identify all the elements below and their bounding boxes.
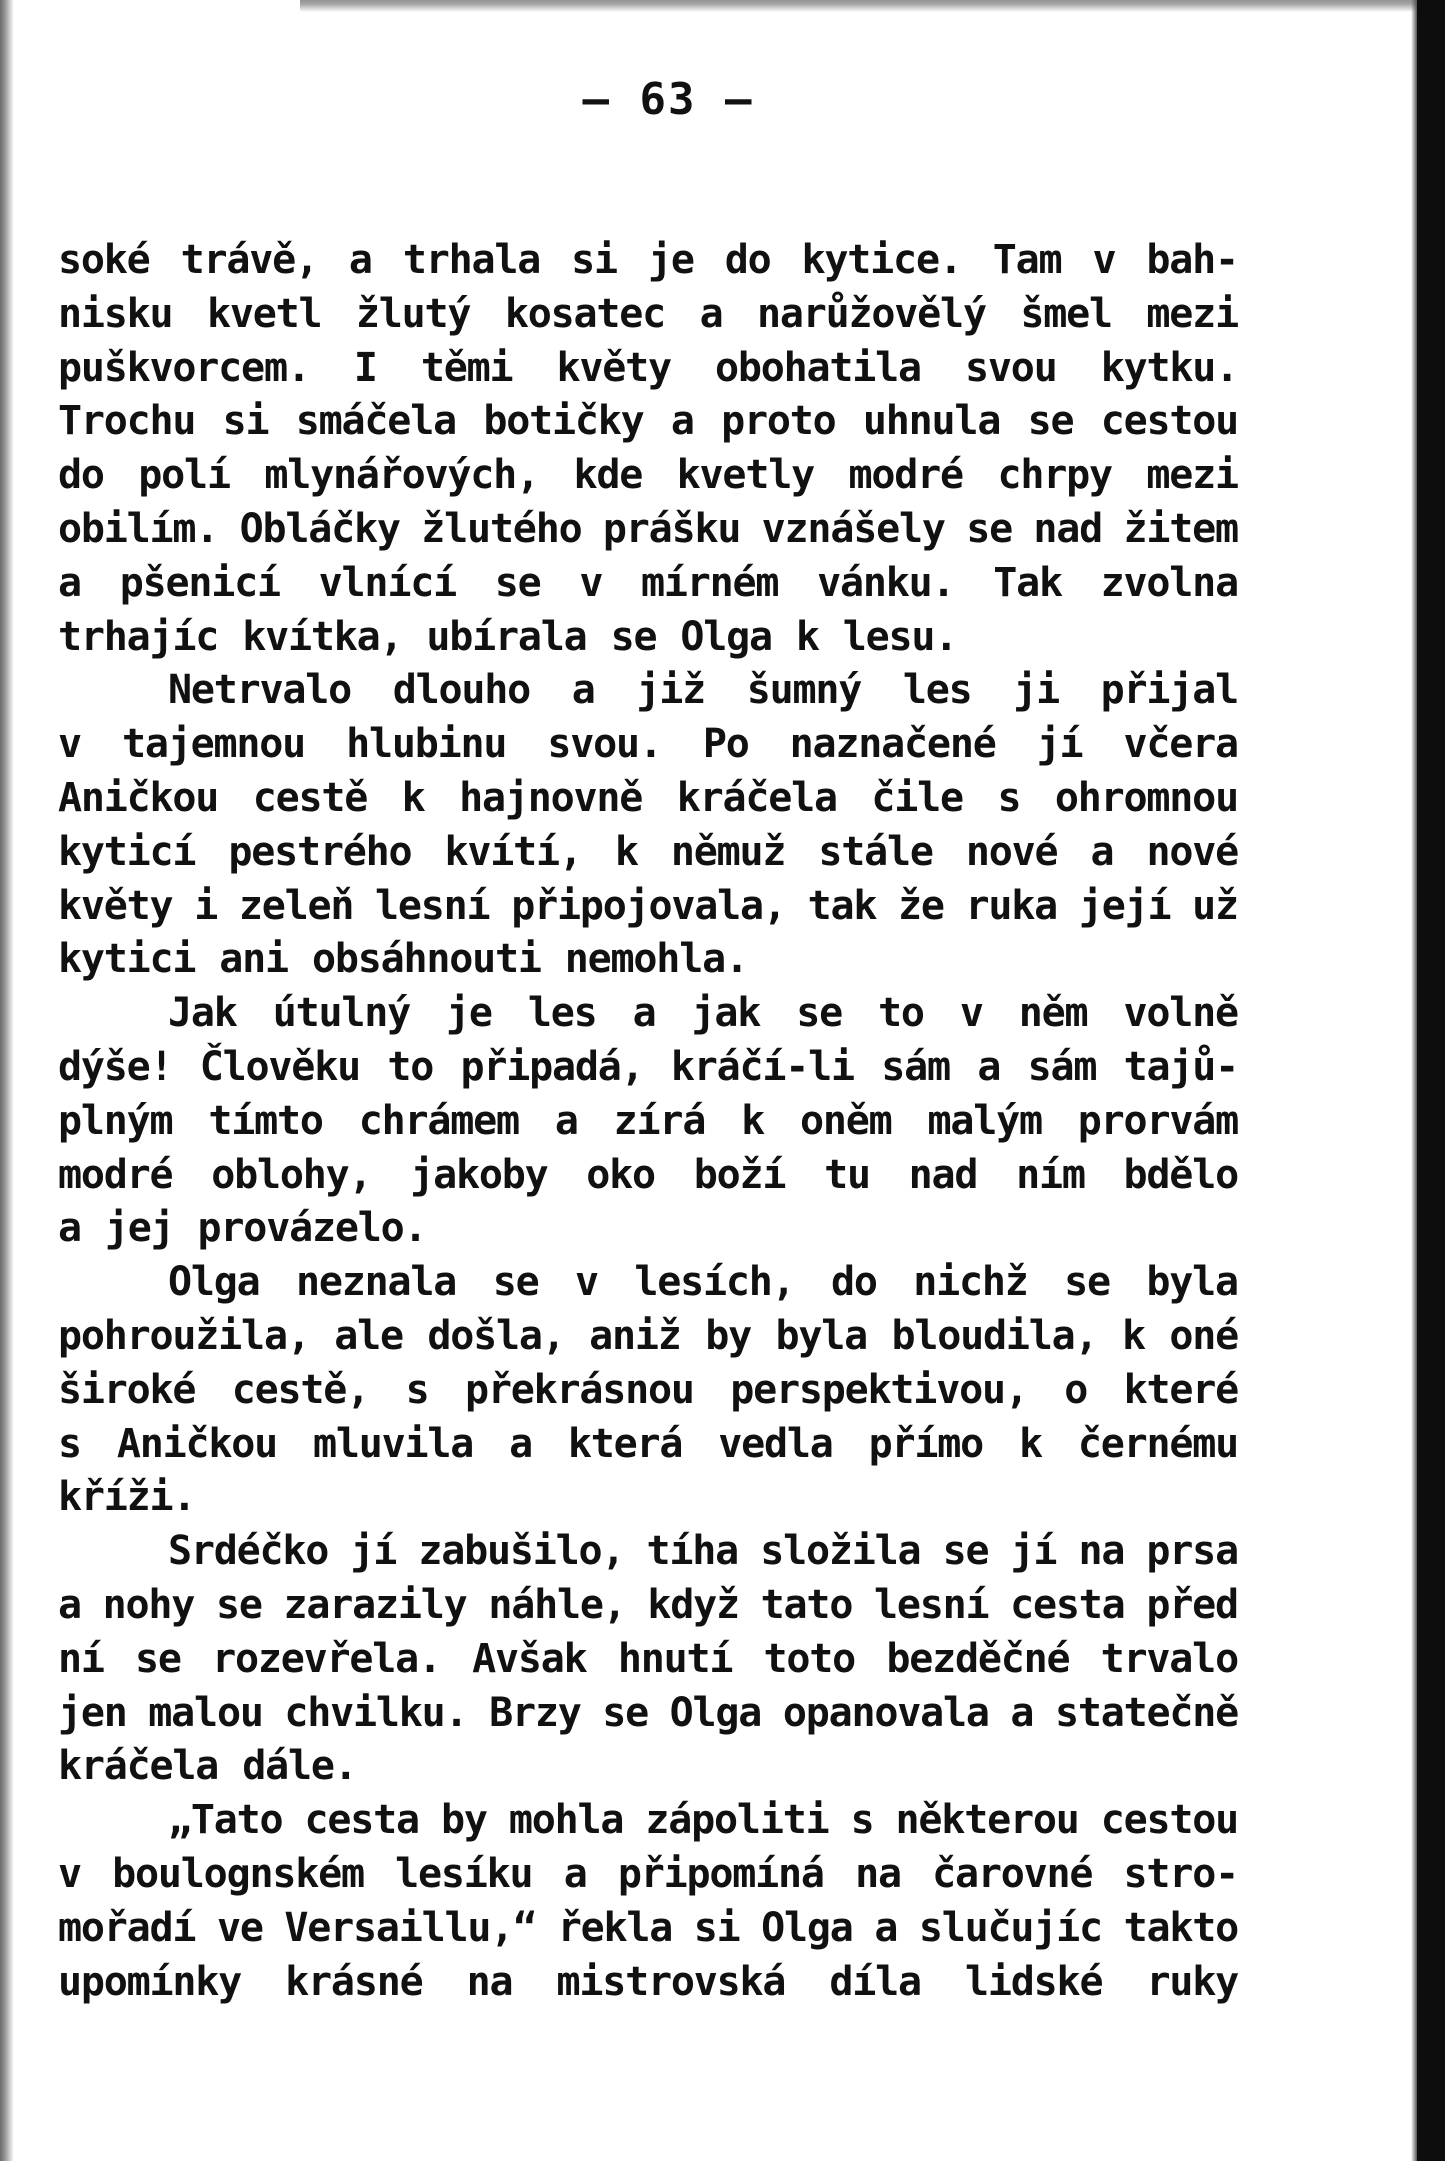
word: květy bbox=[556, 344, 671, 391]
word: je bbox=[647, 237, 694, 283]
word: jej bbox=[104, 1205, 174, 1252]
word: do bbox=[58, 452, 104, 499]
word: by bbox=[441, 1797, 487, 1844]
word: jak bbox=[691, 990, 761, 1037]
word: a bbox=[571, 667, 595, 714]
word: šumný bbox=[746, 667, 862, 714]
word: ruka bbox=[965, 882, 1058, 929]
word: se bbox=[492, 1259, 539, 1306]
word: sám bbox=[881, 1043, 950, 1090]
word: se bbox=[215, 1581, 262, 1628]
word: Po bbox=[702, 721, 749, 768]
word: si bbox=[571, 237, 617, 283]
word: tato bbox=[760, 1581, 853, 1628]
word: Tam bbox=[992, 237, 1062, 283]
word: tíha bbox=[646, 1528, 738, 1575]
word: lesní bbox=[873, 1581, 989, 1628]
word: si bbox=[693, 1904, 740, 1951]
word: kráčela bbox=[58, 1743, 219, 1790]
word: že bbox=[898, 882, 944, 929]
text-line bbox=[58, 1740, 1238, 1794]
text-line bbox=[58, 1041, 1238, 1095]
word: nichž bbox=[913, 1259, 1028, 1306]
word: s bbox=[997, 774, 1021, 821]
word: jí bbox=[350, 1528, 397, 1575]
word: nemohla. bbox=[564, 936, 748, 983]
word: mírném bbox=[641, 559, 779, 606]
word: malou bbox=[148, 1689, 263, 1736]
word: mezi bbox=[1146, 290, 1238, 337]
word: sám bbox=[1027, 1043, 1097, 1090]
word: bezděčné bbox=[886, 1635, 1070, 1682]
word: těmi bbox=[420, 344, 513, 391]
word: řekla bbox=[557, 1904, 673, 1951]
word: žitem bbox=[1123, 505, 1238, 552]
word: tajemnou bbox=[121, 721, 306, 768]
word: němuž bbox=[670, 828, 786, 875]
word: boží bbox=[693, 1151, 786, 1198]
word: Netrvalo bbox=[168, 667, 352, 714]
word: a bbox=[509, 1420, 532, 1467]
word: jí bbox=[1036, 721, 1083, 768]
text-line bbox=[58, 1902, 1238, 1956]
text-line bbox=[58, 449, 1238, 503]
word: toto bbox=[763, 1635, 856, 1682]
word: černému bbox=[1077, 1420, 1238, 1467]
word: dýše! bbox=[58, 1043, 173, 1090]
word: nad bbox=[1033, 505, 1103, 552]
word: šmel bbox=[1020, 290, 1112, 337]
word: kde bbox=[573, 452, 643, 499]
word: Aničkou bbox=[58, 774, 219, 821]
word: se bbox=[1064, 1259, 1110, 1306]
word: se bbox=[135, 1635, 181, 1682]
word: a bbox=[699, 290, 723, 337]
word: opanovala bbox=[782, 1689, 989, 1736]
text-line bbox=[58, 718, 1238, 772]
word: hnutí bbox=[617, 1635, 733, 1682]
word: kyticí bbox=[58, 828, 196, 875]
text-line bbox=[58, 826, 1238, 880]
word: a bbox=[348, 237, 372, 283]
word: Jak bbox=[168, 990, 237, 1037]
word: se bbox=[602, 1689, 648, 1736]
word: oněm bbox=[799, 1097, 892, 1144]
word: cestě, bbox=[231, 1366, 370, 1413]
word: překrásnou bbox=[464, 1366, 694, 1413]
text-line bbox=[58, 1364, 1238, 1418]
word: tajů- bbox=[1123, 1043, 1238, 1090]
word: se bbox=[1027, 398, 1074, 445]
word: malým bbox=[927, 1097, 1042, 1144]
book-page bbox=[58, 60, 1238, 2009]
word: kráčí-li bbox=[670, 1043, 854, 1090]
text-line bbox=[58, 772, 1238, 826]
word: už bbox=[1192, 882, 1238, 929]
word: by bbox=[705, 1312, 751, 1359]
word: bdělo bbox=[1123, 1151, 1238, 1198]
word: o bbox=[1064, 1366, 1088, 1413]
text-line bbox=[58, 1256, 1238, 1310]
word: kříži. bbox=[58, 1474, 196, 1521]
word: lesní bbox=[375, 882, 490, 929]
word: perspektivou, bbox=[730, 1366, 1028, 1413]
word: žlutého bbox=[421, 505, 582, 552]
word: krásné bbox=[285, 1958, 423, 2005]
word: a bbox=[58, 559, 81, 606]
word: zeleň bbox=[238, 882, 354, 929]
word: cesta bbox=[304, 1797, 419, 1844]
word: a bbox=[554, 1097, 578, 1144]
word: a bbox=[563, 1850, 587, 1897]
word: Versaillu,“ bbox=[284, 1904, 537, 1951]
word: nad bbox=[908, 1151, 978, 1198]
word: zírá bbox=[613, 1097, 706, 1144]
word: kvetly bbox=[676, 452, 814, 499]
page-number: — 63 — bbox=[582, 74, 754, 125]
word: ani bbox=[219, 936, 288, 983]
text-line bbox=[58, 342, 1238, 396]
word: chvilku. bbox=[284, 1689, 468, 1736]
word: které bbox=[1123, 1366, 1238, 1413]
word: provázelo. bbox=[197, 1205, 427, 1252]
word: nohy bbox=[102, 1581, 195, 1628]
word: útulný bbox=[272, 990, 410, 1037]
word: tu bbox=[824, 1151, 870, 1198]
word: ním bbox=[1016, 1151, 1085, 1198]
text-line bbox=[58, 1848, 1238, 1902]
word: Olga bbox=[761, 1904, 853, 1951]
text-line bbox=[58, 234, 1238, 288]
word: tímto bbox=[208, 1097, 323, 1144]
word: ji bbox=[1013, 667, 1059, 714]
text-line bbox=[58, 611, 1238, 665]
word: oné bbox=[1169, 1312, 1238, 1359]
word: jen bbox=[58, 1689, 127, 1736]
word: Srdéčko bbox=[168, 1528, 329, 1575]
word: čile bbox=[871, 774, 963, 821]
word: do bbox=[724, 237, 771, 283]
word: k bbox=[614, 828, 638, 875]
word: kosatec bbox=[504, 290, 666, 337]
text-line bbox=[58, 1310, 1238, 1364]
word: když bbox=[647, 1581, 739, 1628]
word: jakoby bbox=[410, 1151, 548, 1198]
text-line bbox=[58, 1525, 1238, 1579]
word: se bbox=[966, 505, 1012, 552]
word: ní bbox=[58, 1635, 104, 1682]
word: rozevřela. bbox=[212, 1635, 441, 1682]
word: v bbox=[579, 559, 603, 606]
word: ruky bbox=[1146, 1958, 1238, 2005]
text-line bbox=[58, 1471, 1238, 1525]
word: k bbox=[741, 1097, 765, 1144]
word: chrámem bbox=[358, 1097, 519, 1144]
word: jí bbox=[1010, 1528, 1057, 1575]
word: a bbox=[670, 398, 694, 445]
word: to bbox=[878, 990, 924, 1037]
word: hajnovně bbox=[459, 774, 643, 821]
word: mohla bbox=[508, 1797, 624, 1844]
word: zvolna bbox=[1100, 559, 1238, 606]
word: dále. bbox=[242, 1743, 357, 1790]
word: mluvila bbox=[312, 1420, 474, 1467]
text-line bbox=[58, 503, 1238, 557]
word: oko bbox=[586, 1151, 655, 1198]
word: na bbox=[466, 1958, 513, 2005]
word: v bbox=[574, 1259, 598, 1306]
text-line bbox=[58, 880, 1238, 934]
word: obsáhnouti bbox=[311, 936, 541, 983]
word: dlouho bbox=[392, 667, 531, 714]
word: nisku bbox=[58, 290, 173, 337]
word: pšenicí bbox=[119, 559, 280, 606]
word: některou bbox=[895, 1797, 1079, 1844]
word: k bbox=[1121, 1312, 1145, 1359]
word: Trochu bbox=[58, 398, 196, 445]
text-line bbox=[58, 1633, 1238, 1687]
word: „Tato bbox=[168, 1797, 283, 1844]
word: zápoliti bbox=[645, 1797, 829, 1844]
word: Aničkou bbox=[116, 1420, 278, 1467]
word: v bbox=[58, 721, 81, 768]
word: puškvorcem. bbox=[58, 344, 310, 391]
word: v bbox=[58, 1850, 81, 1897]
word: ohromnou bbox=[1054, 774, 1238, 821]
word: mezi bbox=[1146, 452, 1238, 499]
word: uhnula bbox=[862, 398, 1001, 445]
word: ve bbox=[216, 1904, 263, 1951]
word: bah- bbox=[1146, 237, 1238, 283]
word: cestou bbox=[1100, 398, 1238, 445]
word: modré bbox=[58, 1151, 173, 1198]
word: včera bbox=[1123, 721, 1238, 768]
word: boulognském bbox=[112, 1850, 364, 1897]
word: mlynářových, bbox=[264, 452, 539, 499]
word: obilím. bbox=[58, 505, 219, 552]
word: a bbox=[874, 1904, 898, 1951]
word: proto bbox=[721, 398, 836, 445]
word: zarazily bbox=[283, 1581, 467, 1628]
word: byla bbox=[775, 1312, 867, 1359]
word: stro- bbox=[1123, 1850, 1238, 1897]
word: cesta bbox=[1010, 1581, 1125, 1628]
text-line bbox=[58, 1579, 1238, 1633]
word: k bbox=[1018, 1420, 1042, 1467]
word: nové bbox=[965, 828, 1058, 875]
word: trhajíc bbox=[58, 613, 219, 660]
page-body-text bbox=[58, 234, 1238, 2009]
word: svou. bbox=[547, 721, 662, 768]
word: les bbox=[902, 667, 972, 714]
word: Brzy bbox=[489, 1689, 581, 1736]
word: na bbox=[1078, 1528, 1125, 1575]
word: přijal bbox=[1100, 667, 1238, 714]
word: plným bbox=[58, 1097, 173, 1144]
word: čarovné bbox=[932, 1850, 1093, 1897]
word: v bbox=[1092, 237, 1116, 283]
word: botičky bbox=[483, 398, 644, 445]
word: její bbox=[1078, 882, 1171, 929]
word: hlubinu bbox=[346, 721, 507, 768]
word: svou bbox=[965, 344, 1057, 391]
word: vedla bbox=[718, 1420, 833, 1467]
word: les bbox=[527, 990, 597, 1037]
text-line bbox=[58, 288, 1238, 342]
word: mistrovská bbox=[556, 1958, 786, 2005]
text-line bbox=[58, 1794, 1238, 1848]
word: prorvám bbox=[1077, 1097, 1238, 1144]
word: Avšak bbox=[472, 1635, 587, 1682]
word: něm bbox=[1018, 990, 1088, 1037]
word: lesu. bbox=[842, 613, 958, 660]
word: a bbox=[58, 1581, 81, 1628]
word: ubírala bbox=[426, 613, 587, 660]
word: chrpy bbox=[997, 452, 1112, 499]
word: oblohy, bbox=[211, 1151, 372, 1198]
word: cestě bbox=[252, 774, 368, 821]
word: kvetl bbox=[206, 290, 322, 337]
text-line bbox=[58, 1418, 1238, 1472]
text-line bbox=[58, 395, 1238, 449]
word: kráčela bbox=[676, 774, 837, 821]
word: kvítí, bbox=[444, 828, 582, 875]
word: prášku bbox=[602, 505, 741, 552]
word: neznala bbox=[296, 1259, 457, 1306]
word: vánku. bbox=[817, 559, 955, 606]
word: vlnící bbox=[318, 559, 456, 606]
text-line bbox=[58, 1956, 1238, 2010]
word: došla, bbox=[427, 1312, 565, 1359]
word: se bbox=[494, 559, 541, 606]
text-line bbox=[58, 1687, 1238, 1741]
word: si bbox=[222, 398, 269, 445]
word: a bbox=[1090, 828, 1114, 875]
word: a bbox=[58, 1205, 81, 1252]
word: kytici bbox=[58, 936, 196, 983]
word: nové bbox=[1146, 828, 1238, 875]
word: i bbox=[194, 882, 218, 929]
text-line bbox=[58, 987, 1238, 1041]
word: trhala bbox=[402, 237, 541, 283]
word: v bbox=[959, 990, 983, 1037]
word: trvalo bbox=[1100, 1635, 1238, 1682]
word: upomínky bbox=[58, 1958, 242, 2005]
word: připadá, bbox=[460, 1043, 644, 1090]
word: volně bbox=[1123, 990, 1238, 1037]
word: obohatila bbox=[714, 344, 921, 391]
word: Olga bbox=[168, 1259, 260, 1306]
word: široké bbox=[58, 1366, 196, 1413]
word: se bbox=[796, 990, 842, 1037]
page-top-edge-shadow bbox=[300, 0, 1445, 12]
page-left-edge-shadow bbox=[0, 0, 14, 2161]
word: kvítka, bbox=[242, 613, 403, 660]
word: a bbox=[1010, 1689, 1034, 1736]
word: připojovala, bbox=[511, 882, 786, 929]
word: se bbox=[610, 613, 657, 660]
word: se bbox=[942, 1528, 989, 1575]
word: vznášely bbox=[761, 505, 945, 552]
word: stále bbox=[818, 828, 933, 875]
word: Tak bbox=[993, 559, 1062, 606]
word: do bbox=[830, 1259, 877, 1306]
word: s bbox=[405, 1366, 429, 1413]
word: statečně bbox=[1054, 1689, 1238, 1736]
word: Člověku bbox=[199, 1043, 360, 1090]
word: soké bbox=[58, 237, 150, 283]
word: a bbox=[632, 990, 656, 1037]
word: lidské bbox=[965, 1958, 1103, 2005]
word: na bbox=[855, 1850, 901, 1897]
word: narůžovělý bbox=[757, 290, 986, 337]
word: slučujíc bbox=[918, 1904, 1102, 1951]
word: náhle, bbox=[488, 1581, 626, 1628]
word: lesích, bbox=[634, 1259, 795, 1306]
word: s bbox=[58, 1420, 81, 1467]
word: již bbox=[636, 667, 706, 714]
word: Olga bbox=[680, 613, 772, 660]
word: polí bbox=[138, 452, 230, 499]
text-line bbox=[58, 1149, 1238, 1203]
word: modré bbox=[848, 452, 963, 499]
word: před bbox=[1146, 1581, 1238, 1628]
word: žlutý bbox=[355, 290, 471, 337]
word: kytku. bbox=[1100, 344, 1238, 391]
word: to bbox=[387, 1043, 434, 1090]
word: k bbox=[795, 613, 819, 660]
word: bloudila, bbox=[891, 1312, 1098, 1359]
word: trávě, bbox=[180, 237, 318, 283]
word: k bbox=[401, 774, 425, 821]
text-line bbox=[58, 557, 1238, 611]
word: Obláčky bbox=[239, 505, 400, 552]
word: pestrého bbox=[228, 828, 412, 875]
word: květy bbox=[58, 882, 173, 929]
word: pohroužila, bbox=[58, 1312, 310, 1359]
word: připomíná bbox=[617, 1850, 824, 1897]
word: smáčela bbox=[295, 398, 456, 445]
text-line bbox=[58, 1202, 1238, 1256]
word: která bbox=[567, 1420, 683, 1467]
word: kytice. bbox=[801, 237, 962, 283]
text-line bbox=[58, 664, 1238, 718]
word: přímo bbox=[868, 1420, 984, 1467]
word: ale bbox=[334, 1312, 403, 1359]
word: naznačené bbox=[789, 721, 996, 768]
word: Olga bbox=[669, 1689, 762, 1736]
word: I bbox=[353, 344, 377, 391]
word: lesíku bbox=[395, 1850, 533, 1897]
word: mořadí bbox=[58, 1904, 196, 1951]
word: je bbox=[446, 990, 492, 1037]
word: byla bbox=[1146, 1259, 1238, 1306]
word: cestou bbox=[1100, 1797, 1238, 1844]
word: díla bbox=[829, 1958, 921, 2005]
word: aniž bbox=[589, 1312, 681, 1359]
word: zabušilo, bbox=[418, 1528, 625, 1575]
word: tak bbox=[807, 882, 877, 929]
text-line bbox=[58, 1095, 1238, 1149]
word: a bbox=[977, 1043, 1001, 1090]
page-right-edge-border bbox=[1417, 0, 1445, 2161]
text-line bbox=[58, 933, 1238, 987]
word: takto bbox=[1123, 1904, 1238, 1951]
word: složila bbox=[760, 1528, 921, 1575]
word: prsa bbox=[1146, 1528, 1238, 1575]
word: s bbox=[850, 1797, 874, 1844]
